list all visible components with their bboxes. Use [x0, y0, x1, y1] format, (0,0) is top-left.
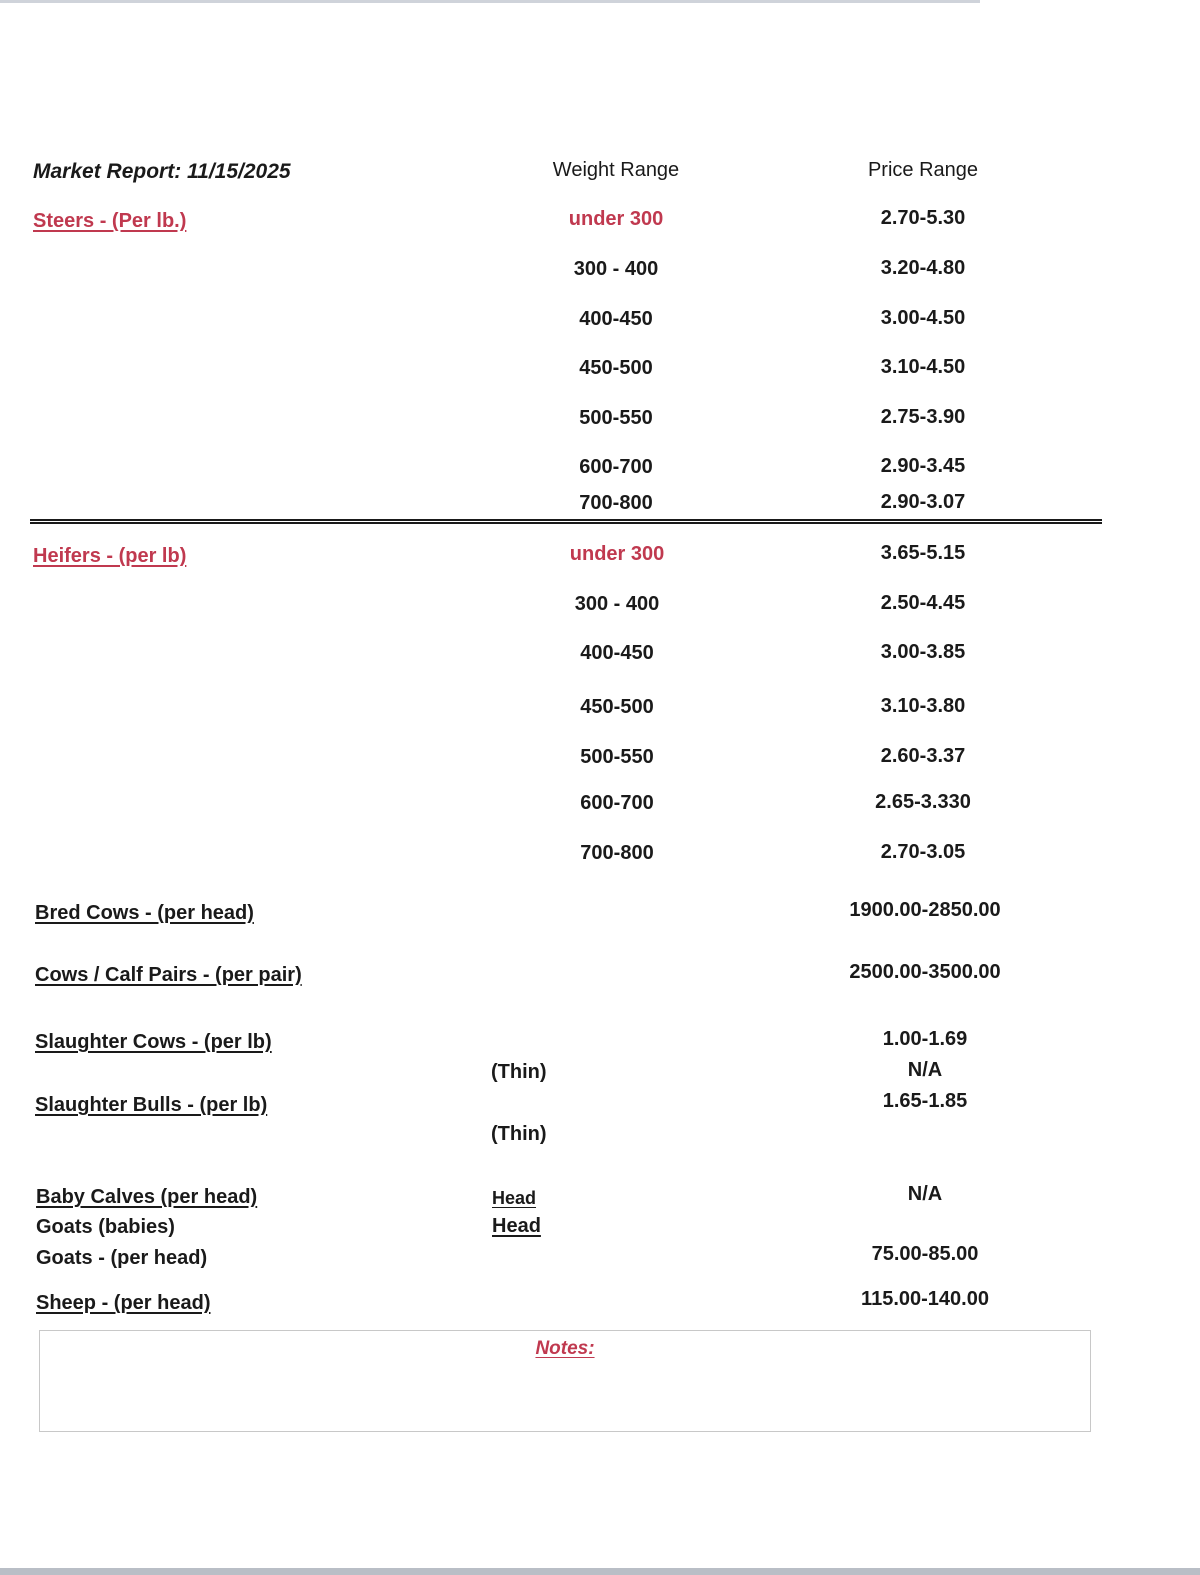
heifers-weight: 600-700: [580, 792, 654, 814]
cow-calf-pairs-price: 2500.00-3500.00: [849, 961, 1001, 983]
scan-bottom-edge: [0, 1568, 1200, 1575]
slaughter-bulls-price: 1.65-1.85: [882, 1090, 968, 1112]
steers-price: 2.90-3.45: [880, 455, 966, 477]
heifers-price: 2.50-4.45: [880, 592, 966, 614]
heifers-weight: 500-550: [580, 746, 654, 768]
slaughter-cows-thin-price: N/A: [907, 1059, 943, 1081]
weight-range-header: Weight Range: [552, 159, 680, 181]
steers-weight: 450-500: [579, 357, 653, 379]
bred-cows-price: 1900.00-2850.00: [849, 899, 1001, 921]
heifers-price: 3.65-5.15: [880, 542, 966, 564]
bred-cows-label: Bred Cows - (per head): [35, 902, 254, 924]
steers-price: 2.70-5.30: [880, 207, 966, 229]
report-title: Market Report: 11/15/2025: [33, 160, 291, 183]
goats-price: 75.00-85.00: [871, 1243, 979, 1265]
scan-top-edge: [0, 0, 980, 3]
slaughter-cows-price: 1.00-1.69: [882, 1028, 968, 1050]
sheep-price: 115.00-140.00: [861, 1288, 989, 1310]
goats-babies-unit: Head: [492, 1215, 541, 1237]
heifers-weight: under 300: [569, 543, 665, 565]
heifers-price: 3.00-3.85: [880, 641, 966, 663]
baby-calves-label: Baby Calves (per head): [36, 1186, 258, 1208]
baby-calves-price: N/A: [907, 1183, 943, 1205]
steers-weight: under 300: [568, 208, 664, 230]
slaughter-cows-thin-label: (Thin): [491, 1061, 547, 1083]
steers-label: Steers - (Per lb.): [33, 210, 187, 232]
steers-price: 3.00-4.50: [880, 307, 966, 329]
sheep-label: Sheep - (per head): [36, 1292, 211, 1314]
steers-price: 3.20-4.80: [880, 257, 966, 279]
slaughter-bulls-thin-label: (Thin): [491, 1123, 547, 1145]
steers-weight: 600-700: [579, 456, 653, 478]
heifers-price: 3.10-3.80: [880, 695, 966, 717]
steers-weight: 400-450: [579, 308, 653, 330]
notes-label: Notes:: [535, 1338, 595, 1359]
slaughter-bulls-label: Slaughter Bulls - (per lb): [35, 1094, 268, 1116]
steers-weight: 500-550: [579, 407, 653, 429]
heifers-price: 2.65-3.330: [875, 791, 971, 813]
steers-weight: 300 - 400: [573, 258, 659, 280]
heifers-weight: 450-500: [580, 696, 654, 718]
steers-price: 2.90-3.07: [880, 491, 966, 513]
heifers-weight: 300 - 400: [574, 593, 660, 615]
heifers-label: Heifers - (per lb): [33, 545, 187, 567]
heifers-weight: 700-800: [580, 842, 654, 864]
goats-label: Goats - (per head): [36, 1247, 208, 1269]
heifers-price: 2.70-3.05: [880, 841, 966, 863]
baby-calves-unit: Head: [492, 1188, 537, 1208]
slaughter-cows-label: Slaughter Cows - (per lb): [35, 1031, 272, 1053]
steers-price: 3.10-4.50: [880, 356, 966, 378]
steers-price: 2.75-3.90: [880, 406, 966, 428]
cow-calf-pairs-label: Cows / Calf Pairs - (per pair): [35, 964, 302, 986]
heifers-weight: 400-450: [580, 642, 654, 664]
steers-weight: 700-800: [579, 492, 653, 514]
goats-babies-label: Goats (babies): [36, 1216, 175, 1238]
price-range-header: Price Range: [867, 159, 979, 181]
heifers-price: 2.60-3.37: [880, 745, 966, 767]
section-divider: [30, 519, 1102, 524]
